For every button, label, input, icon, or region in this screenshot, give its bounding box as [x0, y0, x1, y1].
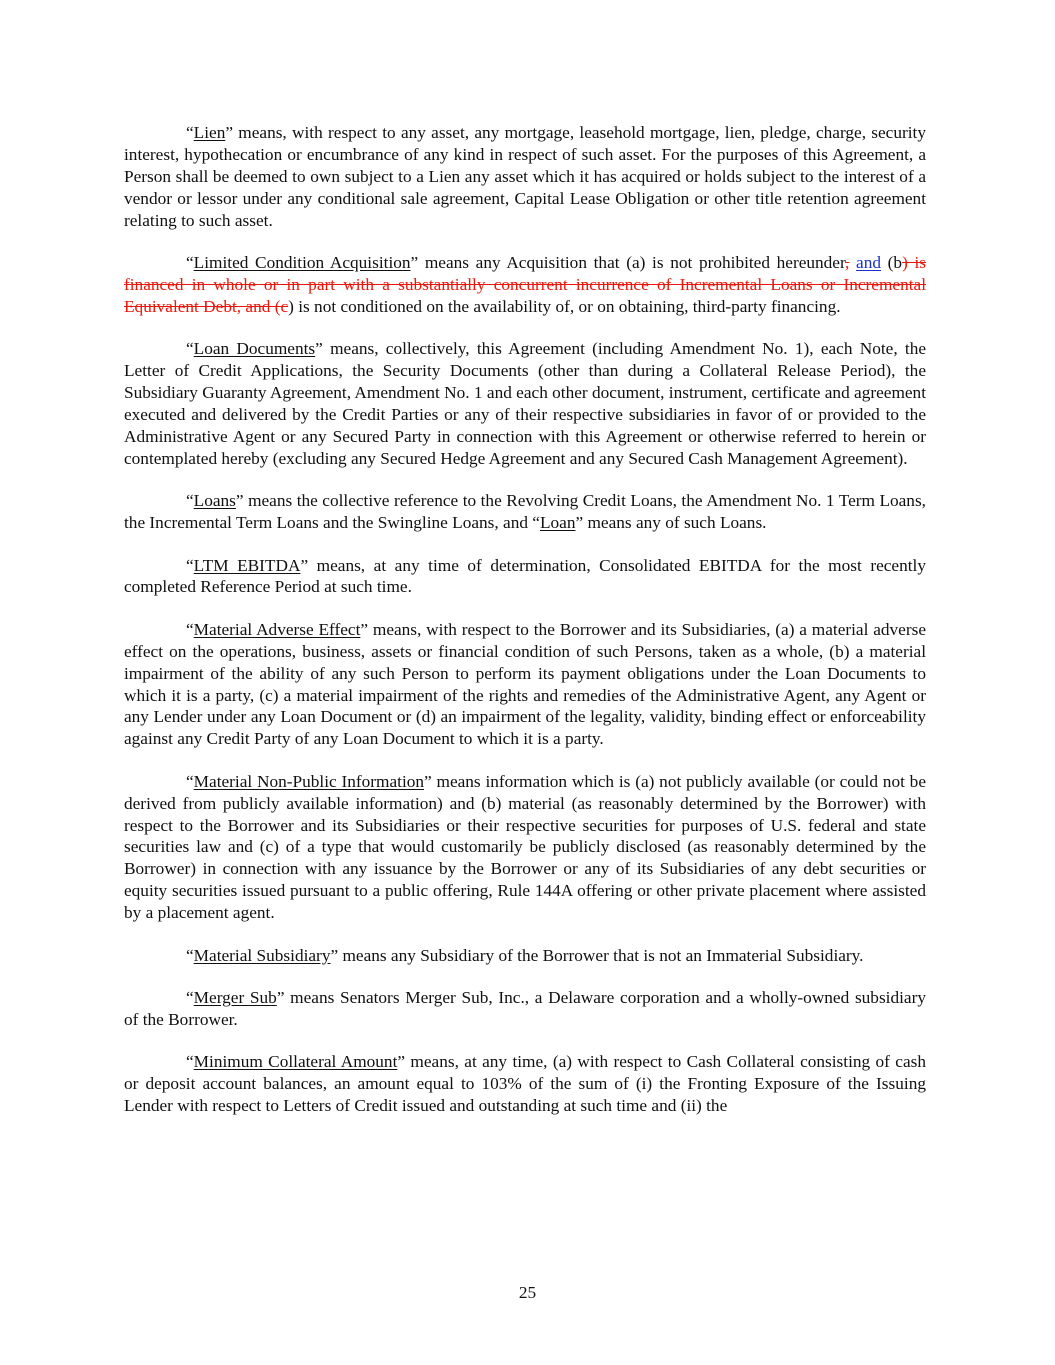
definition-text: means, at any time of determination, Consolidated EBITDA for the most recently completed Reference Period at such time.: [124, 555, 926, 597]
defined-term: Loan: [539, 513, 576, 533]
definition-text: means the collective reference to the Revolving Credit Loans, the Amendment No. 1 Term Loans, the Incremental Term Loans and the Swingline Loans, and “: [124, 491, 926, 533]
definition-text: ) is not conditioned on the availability of, or on obtaining, third-party financing.: [288, 296, 841, 316]
defined-term: Loans: [193, 491, 236, 511]
deleted-text: ) is financed in whole or in part with a substantially concurrent incurrence of Incremental Loans or Incremental Equivalent Debt, and (c: [124, 253, 927, 316]
definition-material-non-public-information: “Material Non-Public Information” means information which is (a) not publicly available (or could not be derived from publicly available information) and (b) material (as reasonably determined by the Borrower) with respect to the Borrower and its Subsidiaries or their respective securities for purposes of U.S. federal and state securities law and (c) of a type that would customarily be publicly disclosed (as reasonably determined by the Borrower) in connection with any issuance by the Borrower or any of its Subsidiaries of any debt securities or equity securities issued pursuant to a public offering, Rule 144A offering or other private placement where assisted by a placement agent.: [124, 771, 926, 923]
definition-text: ” means any of such Loans.: [575, 513, 767, 533]
defined-term: Limited Condition Acquisition: [193, 253, 411, 273]
defined-term: Material Subsidiary: [193, 945, 331, 965]
definition-text: means, with respect to any asset, any mortgage, leasehold mortgage, lien, pledge, charge, security interest, hypothecation or encumbrance of any kind in respect of such asset. For the purposes of this Agreement, a Person shall be deemed to own subject to a Lien any asset which it has acquired or holds subject to the interest of a vendor or lessor under any conditional sale agreement, Capital Lease Obligation or other title retention agreement relating to such asset.: [124, 123, 926, 230]
definition-text: means, with respect to the Borrower and its Subsidiaries, (a) a material adverse effect on the operations, business, assets or financial condition of such Persons, taken as a whole, (b) a material impairment of the ability of any such Person to perform its payment obligations under the Loan Documents to which it is a party, (c) a material impairment of the rights and remedies of the Administrative Agent, any Agent or any Lender under any Loan Document or (d) an impairment of the legality, validity, binding effect or enforceability against any Credit Party of any Loan Document to which it is a party.: [124, 619, 926, 749]
definition-lien: “Lien” means, with respect to any asset, any mortgage, leasehold mortgage, lien, pledge, charge, security interest, hypothecation or encumbrance of any kind in respect of such asset. For the purposes of this Agreement, a Person shall be deemed to own subject to a Lien any asset which it has acquired or holds subject to the interest of a vendor or lessor under any conditional sale agreement, Capital Lease Obligation or other title retention agreement relating to such asset.: [124, 123, 926, 230]
document-page: [124, 122, 926, 1138]
defined-term: Loan Documents: [193, 339, 316, 359]
page-number: 25: [518, 1283, 537, 1302]
definition-text: (b: [881, 253, 903, 273]
definition-text: means any Acquisition that (a) is not prohibited hereunder: [418, 253, 846, 273]
deleted-text: ,: [845, 253, 850, 273]
defined-term: Material Adverse Effect: [193, 619, 361, 639]
definition-material-subsidiary: “Material Subsidiary” means any Subsidiary of the Borrower that is not an Immaterial Subsidiary.: [186, 945, 864, 965]
definition-ltm-ebitda: “LTM EBITDA” means, at any time of determination, Consolidated EBITDA for the most recently completed Reference Period at such time.: [124, 555, 926, 597]
definition-text: means information which is (a) not publicly available (or could not be derived from publicly available information) and (b) material (as reasonably determined by the Borrower) with respect to the Borrower and its Subsidiaries or their respective securities for purposes of U.S. federal and state securities law and (c) of a type that would customarily be publicly disclosed (as reasonably determined by the Borrower) in connection with any issuance by the Borrower or any of its Subsidiaries of any debt securities or equity securities issued pursuant to a public offering, Rule 144A offering or other private placement where assisted by a placement agent.: [124, 771, 926, 923]
definition-text: means any Subsidiary of the Borrower that is not an Immaterial Subsidiary.: [338, 945, 864, 965]
definition-text: means, at any time, (a) with respect to Cash Collateral consisting of cash or deposit account balances, an amount equal to 103% of the sum of (i) the Fronting Exposure of the Issuing Lender with respect to Letters of Credit issued and outstanding at such time and (ii) the: [124, 1052, 926, 1116]
definition-loan-documents: “Loan Documents” means, collectively, this Agreement (including Amendment No. 1), each Note, the Letter of Credit Applications, the Security Documents (other than during a Collateral Release Period), the Subsidiary Guaranty Agreement, Amendment No. 1 and each other document, instrument, certificate and agreement executed and delivered by the Credit Parties or any of their respective subsidiaries in favor of or provided to the Administrative Agent or any Secured Party in connection with this Agreement or otherwise referred to herein or contemplated hereby (excluding any Secured Hedge Agreement and any Secured Cash Management Agreement).: [124, 339, 927, 468]
definition-material-adverse-effect: “Material Adverse Effect” means, with respect to the Borrower and its Subsidiaries, (a) a material adverse effect on the operations, business, assets or financial condition of such Persons, taken as a whole, (b) a material impairment of the ability of any such Person to perform its payment obligations under the Loan Documents to which it is a party, (c) a material impairment of the rights and remedies of the Administrative Agent, any Agent or any Lender under any Loan Document or (d) an impairment of the legality, validity, binding effect or enforceability against any Credit Party of any Loan Document to which it is a party.: [124, 619, 926, 749]
inserted-text: and: [856, 253, 881, 273]
definition-limited-condition-acquisition: “Limited Condition Acquisition” means any Acquisition that (a) is not prohibited hereunder, and (b) is financed in whole or in part with a substantially concurrent incurrence of Incremental Loans or Incremental Equivalent Debt, and (c) is not conditioned on the availability of, or on obtaining, third-party financing.: [124, 253, 927, 316]
definition-text: means, collectively, this Agreement (including Amendment No. 1), each Note, the Letter of Credit Applications, the Security Documents (other than during a Collateral Release Period), the Subsidiary Guaranty Agreement, Amendment No. 1 and each other document, instrument, certificate and agreement executed and delivered by the Credit Parties or any of their respective subsidiaries in favor of or provided to the Administrative Agent or any Secured Party in connection with this Agreement or otherwise referred to herein or contemplated hereby (excluding any Secured Hedge Agreement and any Secured Cash Management Agreement).: [124, 339, 927, 468]
definition-text: means Senators Merger Sub, Inc., a Delaware corporation and a wholly-owned subsidiary of the Borrower.: [124, 988, 926, 1029]
definition-merger-sub: “Merger Sub” means Senators Merger Sub, Inc., a Delaware corporation and a wholly-owned subsidiary of the Borrower.: [124, 988, 926, 1029]
defined-term: Material Non-Public Information: [193, 771, 425, 791]
defined-term: LTM EBITDA: [193, 555, 301, 575]
defined-term: Lien: [193, 123, 226, 142]
definition-loans: “Loans” means the collective reference to the Revolving Credit Loans, the Amendment No. 1 Term Loans, the Incremental Term Loans and the Swingline Loans, and “Loan” means any of such Loans.: [124, 491, 926, 533]
definition-minimum-collateral-amount: “Minimum Collateral Amount” means, at any time, (a) with respect to Cash Collateral consisting of cash or deposit account balances, an amount equal to 103% of the sum of (i) the Fronting Exposure of the Issuing Lender with respect to Letters of Credit issued and outstanding at such time and (ii) the: [124, 1052, 926, 1116]
defined-term: Minimum Collateral Amount: [193, 1052, 398, 1072]
defined-term: Merger Sub: [193, 988, 277, 1007]
